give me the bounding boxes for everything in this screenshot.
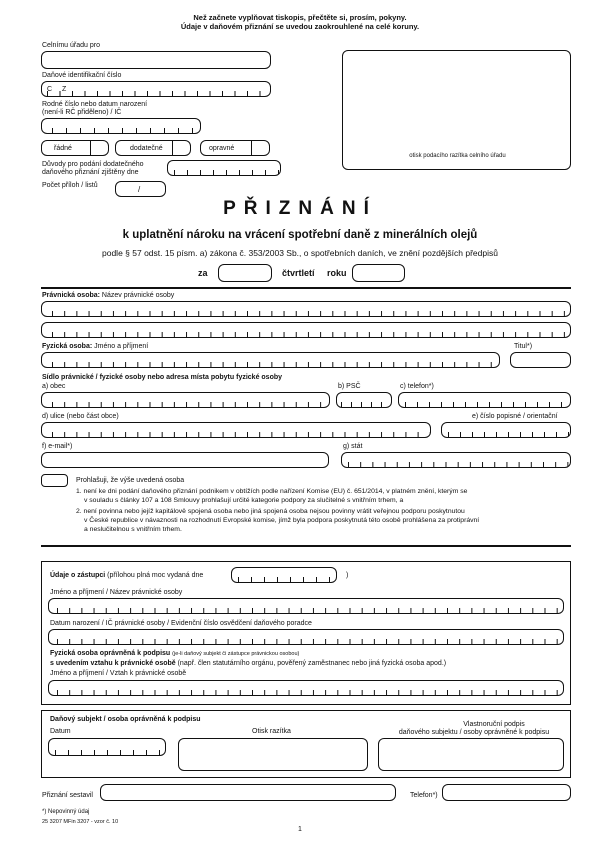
declaration-item1-line1: 1. není ke dni podání daňového přiznání podnikem v obtížích podle nařízení Komise (EU) č. 651/2014, v platném znění, kterým se xyxy=(76,488,468,495)
representative-section xyxy=(41,561,571,705)
year-field[interactable] xyxy=(352,264,405,282)
stat-field[interactable] xyxy=(341,452,571,468)
declaration-item2-line3: a neslučitelnou s vnitřním trhem. xyxy=(84,526,182,533)
instruction-line-2: Údaje v daňovém přiznání se uvedou zaokrouhlené na celé koruny. xyxy=(180,22,420,31)
ulice-label: d) ulice (nebo část obce) xyxy=(42,413,119,420)
email-field[interactable] xyxy=(41,452,329,468)
year-label: roku xyxy=(327,268,347,278)
form-subtitle: k uplatnění nároku na vrácení spotřební daně z minerálních olejů xyxy=(122,229,478,241)
telefon-field[interactable] xyxy=(398,392,571,408)
signer-name-label: Jméno a příjmení / Vztah k právnické osobě xyxy=(50,670,187,677)
attachments-field[interactable] xyxy=(115,181,166,197)
prepared-by-field[interactable] xyxy=(100,784,396,801)
quarter-label: čtvrtletí xyxy=(282,268,315,278)
representative-name-label: Jméno a příjmení / Název právnické osoby xyxy=(50,589,183,596)
type-radnne-box[interactable] xyxy=(41,140,109,156)
stamp-label: otisk podacího razítka celního úřadu xyxy=(409,153,506,159)
representative-label: Údaje o zástupci (přílohou plná moc vydaná dne xyxy=(50,572,204,579)
birth-label-line1: Rodné číslo nebo datum narození xyxy=(42,101,148,108)
office-label: Celnímu úřadu pro xyxy=(42,42,100,49)
representative-dob-label: Datum narození / IČ právnické osoby / Evidenční číslo osvědčení daňového poradce xyxy=(50,620,312,627)
obec-label: a) obec xyxy=(42,383,66,390)
form-law-reference: podle § 57 odst. 15 písm. a) zákona č. 353/2003 Sb., o spotřebních daních, ve znění pozdějších předpisů xyxy=(102,248,498,258)
email-label: f) e-mail*) xyxy=(42,443,73,450)
cislo-field[interactable] xyxy=(441,422,571,438)
representative-name-field[interactable] xyxy=(48,598,564,614)
type-opravne-box[interactable] xyxy=(200,140,270,156)
relation-label: s uvedením vztahu k právnické osobě (např. člen statutárního orgánu, pověřený zaměstnanec nebo jiná fyzická osoba apod.) xyxy=(50,660,447,667)
declaration-item2-line2: v České republice v návaznosti na rozhodnutí Evropské komise, jímž byla podpora poskytnutá této osobě prohlášena za protiprávní xyxy=(84,517,480,524)
tax-id-label: Daňové identifikační číslo xyxy=(42,72,122,79)
birth-label-line2: (není-li RČ přiděleno) / IČ xyxy=(42,109,122,116)
seat-label: Sídlo právnické / fyzické osoby nebo adresa místa pobytu fyzické osoby xyxy=(42,374,283,381)
natural-person-name-field[interactable] xyxy=(41,352,500,368)
signature-stamp-field[interactable] xyxy=(178,738,368,771)
declaration-checkbox[interactable] xyxy=(41,474,68,487)
declaration-intro: Prohlašuji, že výše uvedená osoba xyxy=(76,477,185,484)
signature-title: Daňový subjekt / osoba oprávněná k podpisu xyxy=(50,716,201,723)
type-dodatecne-box[interactable] xyxy=(115,140,191,156)
reasons-date-field[interactable] xyxy=(167,160,281,176)
signature-date-label: Datum xyxy=(50,728,71,735)
type-label-opravne: opravné xyxy=(209,145,235,152)
declaration-item2-line1: 2. není povinna nebo jejíž kapitálově spojená osoba nebo jiná spojená osoba nejsou povinny vrátit veřejnou podporu poskytnutou xyxy=(76,508,465,515)
signature-date-field[interactable] xyxy=(48,738,166,756)
reasons-label-line1: Důvody pro podání dodatečného xyxy=(42,161,144,168)
signer-name-field[interactable] xyxy=(48,680,564,696)
obec-field[interactable] xyxy=(41,392,330,408)
titul-label: Titul*) xyxy=(514,343,533,350)
psc-label: b) PSČ xyxy=(338,383,361,390)
stat-label: g) stát xyxy=(343,443,363,450)
tax-id-field[interactable] xyxy=(41,81,271,97)
type-label-dodatecne: dodatečné xyxy=(130,145,163,152)
footer-phone-field[interactable] xyxy=(442,784,571,801)
signature-field[interactable] xyxy=(378,738,564,771)
divider xyxy=(41,287,571,289)
type-label-radne: řádné xyxy=(54,145,72,152)
psc-field[interactable] xyxy=(336,392,392,408)
ulice-field[interactable] xyxy=(41,422,431,438)
prepared-by-label: Přiznání sestavil xyxy=(42,792,93,799)
representative-close: ) xyxy=(346,572,349,579)
office-field[interactable] xyxy=(41,51,271,69)
legal-entity-name-field-2[interactable] xyxy=(41,322,571,338)
signature-section xyxy=(41,710,571,778)
office-stamp-box xyxy=(342,50,571,170)
footer-phone-label: Telefon*) xyxy=(410,792,438,799)
signature-stamp-label: Otisk razítka xyxy=(252,728,291,735)
reasons-label-line2: daňového přiznání zjištěny dne xyxy=(42,169,139,176)
divider-2 xyxy=(41,545,571,547)
attachments-separator: / xyxy=(138,185,141,194)
form-title: PŘIZNÁNÍ xyxy=(223,198,377,219)
sign-label-line1: Vlastnoruční podpis xyxy=(463,721,525,728)
cislo-label: e) číslo popisné / orientační xyxy=(472,413,558,420)
power-of-attorney-date-field[interactable] xyxy=(231,567,337,583)
natural-person-label: Fyzická osoba: Jméno a příjmení xyxy=(42,343,149,350)
telefon-label: c) telefon*) xyxy=(400,383,434,390)
legal-entity-label: Právnická osoba: Název právnické osoby xyxy=(42,292,175,299)
titul-field[interactable] xyxy=(510,352,571,368)
quarter-field[interactable] xyxy=(218,264,272,282)
tax-id-prefix: C Z xyxy=(47,86,71,93)
birth-number-field[interactable] xyxy=(41,118,201,134)
instruction-line-1: Než začnete vyplňovat tiskopis, přečtěte si, prosím, pokyny. xyxy=(193,13,407,22)
optional-note: *) Nepovinný údaj xyxy=(42,809,90,815)
legal-entity-name-field-1[interactable] xyxy=(41,301,571,317)
form-code: 25 3207 MFin 3207 - vzor č. 10 xyxy=(42,819,119,825)
sign-label-line2: daňového subjektu / osoby oprávněné k podpisu xyxy=(398,729,550,736)
representative-dob-field[interactable] xyxy=(48,629,564,645)
signer-label: Fyzická osoba oprávněná k podpisu (je-li daňový subjekt či zástupce právnickou osobou) xyxy=(50,650,300,657)
page-number: 1 xyxy=(298,826,302,833)
attachments-label: Počet příloh / listů xyxy=(42,182,98,189)
za-label: za xyxy=(198,268,208,278)
declaration-item1-line2: v souladu s články 107 a 108 Smlouvy prohlašují určité kategorie podpory za slučitelné s vnitřním trhem, a xyxy=(84,497,404,504)
